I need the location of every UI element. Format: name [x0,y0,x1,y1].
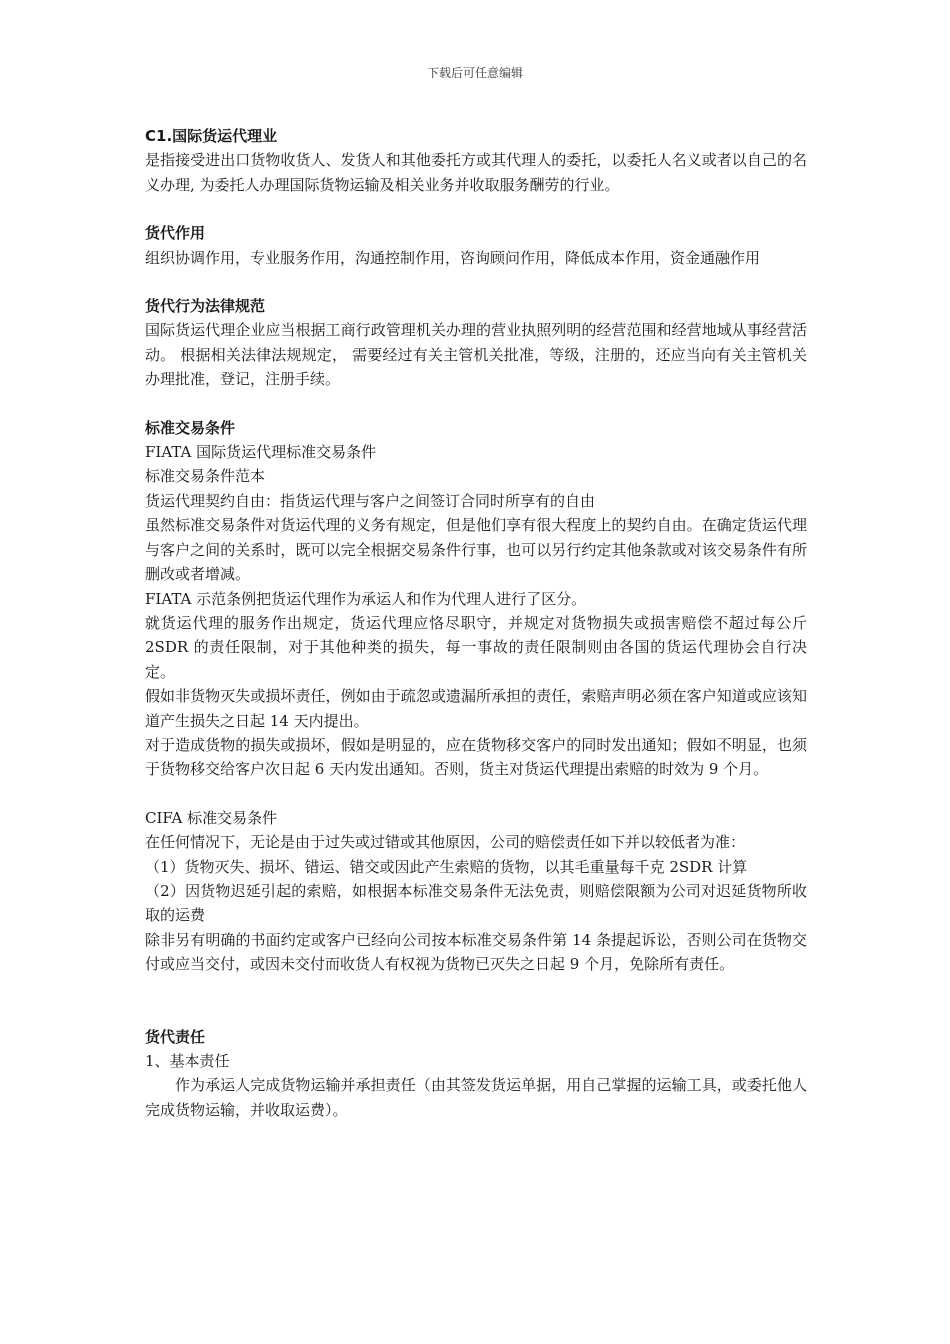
section-heading: 标准交易条件 [145,418,236,437]
spacer [145,782,807,806]
section-heading: C1.国际货运代理业 [145,127,278,145]
spacer [145,977,807,1025]
spacer [145,197,807,221]
body-paragraph: FIATA 示范条例把货运代理作为承运人和作为代理人进行了区分。 [145,589,587,608]
body-paragraph: 就货运代理的服务作出规定，货运代理应恪尽职守，并规定对货物损失或损害赔偿不超过每公斤 2SDR 的责任限制，对于其他种类的损失，每一事故的责任限制则由各国的货运代理协会自行决定。 [145,613,807,681]
spacer [145,270,807,294]
body-paragraph: 货运代理契约自由：指货运代理与客户之间签订合同时所享有的自由 [145,491,596,510]
section-heading: 货代行为法律规范 [145,297,266,316]
body-paragraph: 作为承运人完成货物运输并承担责任（由其签发货运单据，用自己掌握的运输工具，或委托他人完成货物运输，并收取运费）。 [145,1076,807,1119]
document-body [145,124,807,1122]
page-header: 下载后可任意编辑 [426,66,523,80]
body-paragraph: 标准交易条件范本 [145,467,266,486]
body-paragraph: 对于造成货物的损失或损坏，假如是明显的，应在货物移交客户的同时发出通知；假如不明显，也须于货物移交给客户次日起 6 天内发出通知。否则，货主对货运代理提出索赔的时效为 9 个月。 [145,735,807,779]
body-paragraph: 在任何情况下，无论是由于过失或过错或其他原因，公司的赔偿责任如下并以较低者为准： [145,833,746,852]
body-paragraph: 假如非货物灭失或损坏责任，例如由于疏忽或遗漏所承担的责任，索赔声明必须在客户知道或应该知道产生损失之日起 14 天内提出。 [145,687,807,730]
body-paragraph: 1、基本责任 [145,1052,230,1070]
body-paragraph: （2）因货物迟延引起的索赔，如根据本标准交易条件无法免责，则赔偿限额为公司对迟延货物所收取的运费 [145,881,807,925]
spacer [145,392,807,416]
body-paragraph: 国际货运代理企业应当根据工商行政管理机关办理的营业执照列明的经营范围和经营地域从事经营活动。 根据相关法律法规规定， 需要经过有关主管机关批准，等级，注册的，还应当向有关主管机关办理批准，登记，注册手续。 [145,321,807,389]
body-paragraph: 虽然标准交易条件对货运代理的义务有规定，但是他们享有很大程度上的契约自由。在确定货运代理与客户之间的关系时，既可以完全根据交易条件行事，也可以另行约定其他条款或对该交易条件有所删改或者增减。 [145,516,807,584]
body-paragraph: 除非另有明确的书面约定或客户已经向公司按本标准交易条件第 14 条提起诉讼，否则公司在货物交付或应当交付，或因未交付而收货人有权视为货物已灭失之日起 9 个月，免除所有责任。 [145,930,807,974]
section-heading: 货代责任 [145,1027,206,1046]
body-paragraph: 组织协调作用，专业服务作用，沟通控制作用，咨询顾问作用，降低成本作用，资金通融作用 [145,248,761,267]
body-paragraph: CIFA 标准交易条件 [145,808,278,827]
section-heading: 货代作用 [145,224,206,243]
body-paragraph: （1）货物灭失、损坏、错运、错交或因此产生索赔的货物，以其毛重量每千克 2SDR 计算 [145,857,748,876]
body-paragraph: 是指接受进出口货物收货人、发货人和其他委托方或其代理人的委托，以委托人名义或者以自己的名义办理, 为委托人办理国际货物运输及相关业务并收取服务酬劳的行业。 [145,151,807,194]
body-paragraph: FIATA 国际货运代理标准交易条件 [145,443,377,462]
